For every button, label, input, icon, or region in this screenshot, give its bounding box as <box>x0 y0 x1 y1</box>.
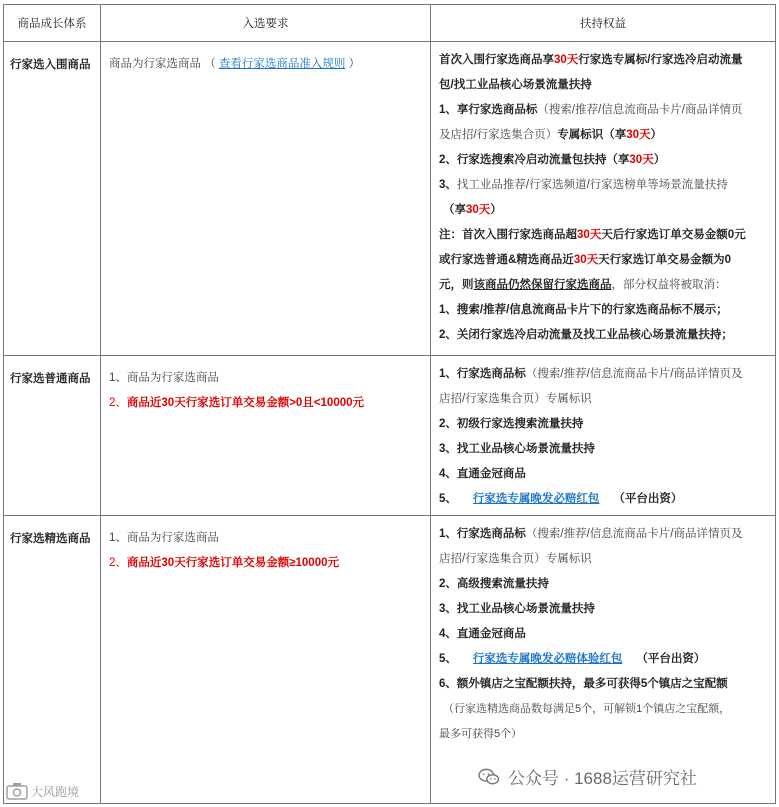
row-title: 行家选普通商品 <box>4 356 101 516</box>
watermark-left <box>6 782 79 800</box>
header-requirements: 入选要求 <box>101 5 431 42</box>
benefits-cell: 1、行家选商品标（搜索/推荐/信息流商品卡片/商品详情页及 店招/行家选集合页）专属标识 2、高级搜索流量扶持 3、找工业品核心场景流量扶持 4、直通金冠商品 5、 行家选专属晚发必赔体验红包 （平台出资） 6、额外镇店之宝配额扶持，最多可获得5个镇店之宝配额 （行家选精选商品数每满足5个，可解锁1个镇店之宝配额， 最多可获得5个） <box>431 516 776 804</box>
row-title: 行家选入围商品 <box>4 42 101 356</box>
header-growth-system: 商品成长体系 <box>4 5 101 42</box>
camera-icon <box>6 782 28 800</box>
late-delivery-red-packet-link[interactable]: 行家选专属晚发必赔红包 <box>472 493 600 505</box>
table-row <box>4 516 776 804</box>
requirements-cell <box>101 42 431 356</box>
trial-red-packet-link[interactable]: 行家选专属晚发必赔体验红包 <box>472 653 623 665</box>
benefits-table <box>3 4 776 804</box>
admission-rules-link[interactable]: 查看行家选商品准入规则 <box>218 58 346 70</box>
table-row <box>4 356 776 516</box>
requirements-cell: 1、商品为行家选商品 2、商品近30天行家选订单交易金额>0且<10000元 <box>101 356 431 516</box>
header-benefits: 扶持权益 <box>431 5 776 42</box>
requirements-cell: 1、商品为行家选商品 2、商品近30天行家选订单交易金额≥10000元 <box>101 516 431 804</box>
row-title: 行家选精选商品 <box>4 516 101 804</box>
watermark-right <box>478 764 697 789</box>
table-row <box>4 42 776 356</box>
benefits-cell: 首次入围行家选商品享30天行家选专属标/行家选冷启动流量 包/找工业品核心场景流量扶持 1、享行家选商品标（搜索/推荐/信息流商品卡片/商品详情页 及店招/行家选集合页）专属标识（享30天） 2、行家选搜索冷启动流量包扶持（享30天） 3、找工业品推荐/行家选频道/行家选榜单等场景流量扶持 （享30天） 注：首次入围行家选商品超30天天后行家选订单交易金额0元 或行家选普通&精选商品近30天天行家选订单交易金额为0 元，则该商品仍然保留行家选商品，部分权益将被取消： 1、搜索/推荐/信息流商品卡片下的行家选商品标不展示； 2、关闭行家选冷启动流量及找工业品核心场景流量扶持； <box>431 42 776 356</box>
watermark-right-text: 公众号 · 1688运营研究社 <box>508 769 697 788</box>
header-row <box>4 5 776 42</box>
requirement-line: 商品为行家选商品 （ 查看行家选商品准入规则 ） <box>109 58 361 70</box>
wechat-icon <box>478 768 500 786</box>
benefits-cell: 1、行家选商品标（搜索/推荐/信息流商品卡片/商品详情页及 店招/行家选集合页）专属标识 2、初级行家选搜索流量扶持 3、找工业品核心场景流量扶持 4、直通金冠商品 5、 行家选专属晚发必赔红包 （平台出资） <box>431 356 776 516</box>
watermark-left-text: 大风跑境 <box>31 784 80 799</box>
